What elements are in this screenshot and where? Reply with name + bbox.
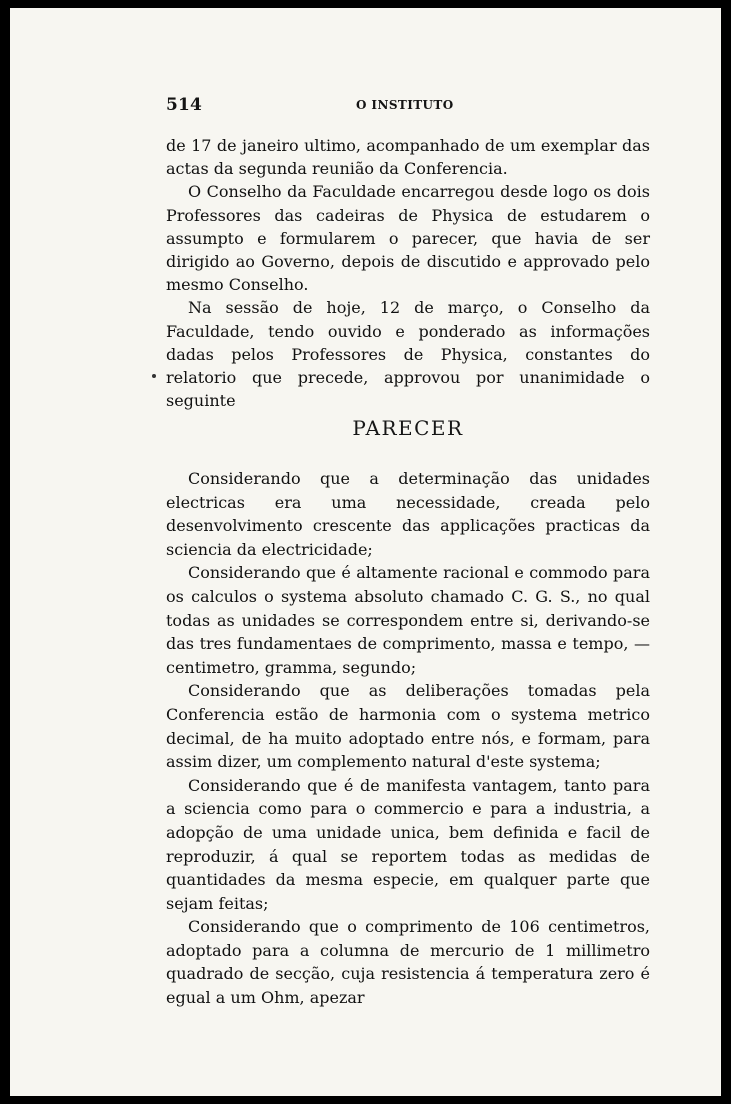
- considerando-paragraph: Considerando que é altamente racional e commodo para os calculos o systema absoluto chamado C. G. S., no qual todas as unidades se correspondem entre si, derivando-se das tres fundamentaes de comprimento, massa e tempo, — centimetro, gramma, segundo;: [166, 563, 650, 677]
- intro-text: [166, 134, 650, 412]
- book-page: [10, 8, 721, 1096]
- parecer-text: [166, 467, 650, 1010]
- paragraph-continuation: de 17 de janeiro ultimo, acompanhado de um exemplar das actas da segunda reunião da Conferencia.: [166, 136, 650, 179]
- considerando-paragraph: Considerando que a determinação das unidades electricas era uma necessidade, creada pelo desenvolvimento crescente das applicações practicas da sciencia da electricidade;: [166, 469, 650, 559]
- running-title: O INSTITUTO: [356, 98, 454, 112]
- page-header: [166, 95, 650, 119]
- considerando-paragraph: Considerando que as deliberações tomadas pela Conferencia estão de harmonia com o systema metrico decimal, de ha muito adoptado entre nós, e formam, para assim dizer, um complemento natural d'este systema;: [166, 681, 650, 772]
- considerando-paragraph: Considerando que o comprimento de 106 centimetros, adoptado para a columna de mercurio de 1 millimetro quadrado de secção, cuja resistencia á temperatura zero é egual a um Ohm, apezar: [166, 917, 650, 1008]
- page-number: 514: [166, 95, 203, 115]
- margin-ink-mark: [152, 374, 156, 378]
- considerando-paragraph: Considerando que é de manifesta vantagem, tanto para a sciencia como para o commercio e para a industria, a adopção de uma unidade unica, bem definida e facil de reproduzir, á qual se reportem todas as medidas de quantidades da mesma especie, em qualquer parte que sejam feitas;: [166, 775, 650, 913]
- paragraph-conselho: O Conselho da Faculdade encarregou desde logo os dois Professores das cadeiras de Physica de estudarem o assumpto e formularem o parecer, que havia de ser dirigido ao Governo, depois de discutido e approvado pelo mesmo Conselho.: [166, 182, 650, 295]
- section-title: PARECER: [352, 416, 464, 440]
- paragraph-sessao: Na sessão de hoje, 12 de março, o Conselho da Faculdade, tendo ouvido e ponderado as informações dadas pelos Professores de Physica, constantes do relatorio que precede, approvou por unanimidade o seguinte: [166, 298, 650, 411]
